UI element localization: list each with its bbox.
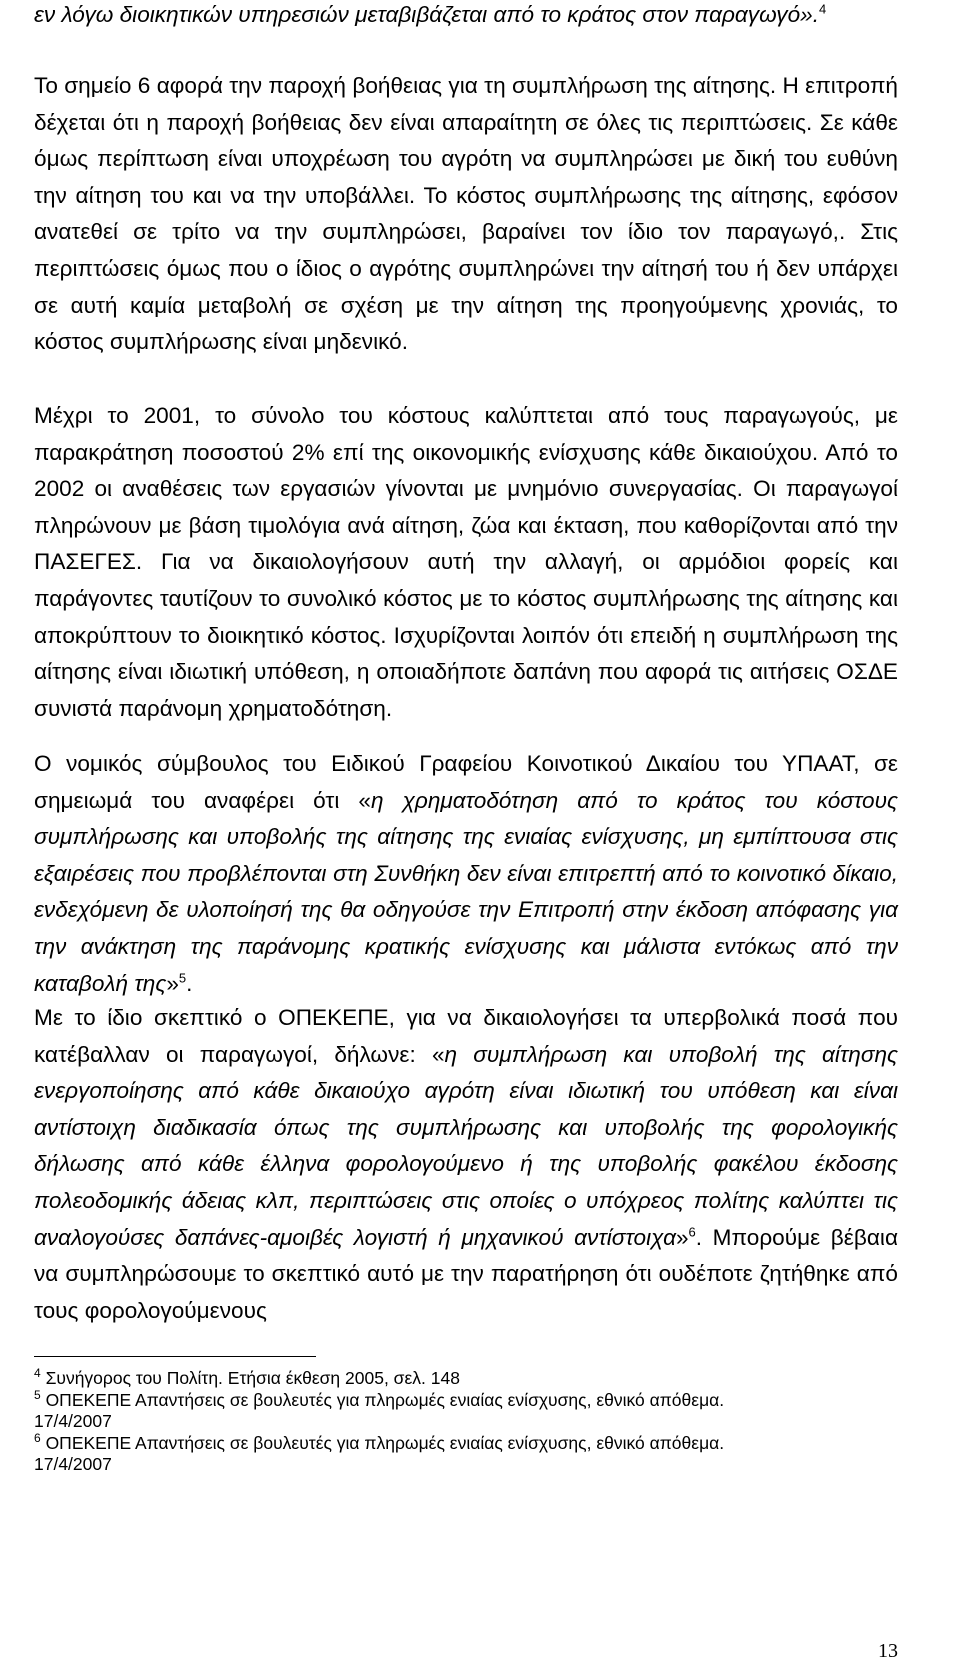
footnote-separator bbox=[34, 1356, 316, 1357]
footnote-text: ΟΠΕΚΕΠΕ Απαντήσεις σε βουλευτές για πληρωμές ενιαίας ενίσχυσης, εθνικό απόθεμα. bbox=[45, 1432, 725, 1453]
paragraph-5-text: Με το ίδιο σκεπτικό ο ΟΠΕΚΕΠΕ, για να δικαιολογήσει τα υπερβολικά ποσά που κατέβαλλαν οι παραγωγοί, δήλωνε: « bbox=[34, 1005, 898, 1067]
page-number: 13 bbox=[878, 1640, 898, 1662]
paragraph-1-text: εν λόγω διοικητικών υπηρεσιών μεταβιβάζεται από το κράτος στον παραγωγό». bbox=[34, 2, 819, 27]
paragraph-4-close-quote: » bbox=[166, 970, 179, 996]
paragraph-5-end: . Μπορούμε βέβαια να συμπληρώσουμε το σκεπτικό αυτό με την παρατήρηση ότι ουδέποτε ζητήθηκε από τους φορολογούμενους bbox=[34, 1224, 899, 1323]
footnote-date: 17/4/2007 bbox=[34, 1454, 112, 1474]
paragraph-5-close-quote: » bbox=[675, 1224, 689, 1250]
footnote-ref-6[interactable]: 6 bbox=[688, 1224, 696, 1240]
footnote-ref-5[interactable]: 5 bbox=[178, 970, 187, 986]
footnote-ref-4[interactable]: 4 bbox=[819, 1, 827, 17]
paragraph-3: Μέχρι το 2001, το σύνολο του κόστους καλύπτεται από τους παραγωγούς, με παρακράτηση ποσοστού 2% επί της οικονομικής ενίσχυσης κάθε δικαιούχου. Από το 2002 οι αναθέσεις των εργασιών γίνονται με μνημόνιο συνεργασίας. Οι παραγωγοί πληρώνουν με βάση τιμολόγια ανά αίτηση, ζώα και έκταση, που καθορίζονται από την ΠΑΣΕΓΕΣ. Για να δικαιολογήσουν αυτή την αλλαγή, οι αρμόδιοι φορείς και παράγοντες ταυτίζουν το συνολικό κόστος με το κόστος συμπλήρωσης της αίτησης και αποκρύπτουν το διοικητικό κόστος. Ισχυρίζονται λοιπόν ότι επειδή η συμπλήρωση της αίτησης είναι ιδιωτική υπόθεση, η οποιαδήποτε δαπάνη που αφορά τις αιτήσεις ΟΣΔΕ συνιστά παράνομη χρηματοδότηση. bbox=[34, 403, 898, 721]
paragraph-5-quote: η συμπλήρωση και υποβολή της αίτησης ενεργοποίησης από κάθε δικαιούχο αγρότη είναι ιδιωτική του υπόθεση και είναι αντίστοιχη διαδικασία όπως της συμπλήρωσης και υποβολής της φορολογικής δήλωσης από κάθε έλληνα φορολογούμενο ή της υποβολής φακέλου έκδοσης πολεοδομικής άδειας κλπ, περιπτώσεις στις οποίες ο υπόχρεος πολίτης καλύπτει τις αναλογούσες δαπάνες-αμοιβές λογιστή ή μηχανικού αντίστοιχα bbox=[34, 1041, 899, 1250]
paragraph-4-text: Ο νομικός σύμβουλος του Ειδικού Γραφείου Κοινοτικού Δικαίου του ΥΠΑΑΤ, σε σημειωμά του αναφέρει ότι « bbox=[34, 751, 898, 813]
footnote-number: 4 bbox=[34, 1366, 41, 1381]
footnote-date: 17/4/2007 bbox=[34, 1411, 112, 1431]
paragraph-1 bbox=[34, 0, 826, 34]
paragraph-4 bbox=[34, 746, 898, 1002]
paragraph-2: Το σημείο 6 αφορά την παροχή βοήθειας για τη συμπλήρωση της αίτησης. Η επιτροπή δέχεται ότι η παροχή βοήθειας δεν είναι απαραίτητη σε όλες τις περιπτώσεις. Σε κάθε όμως περίπτωση είναι υποχρέωση του αγρότη να συμπληρώσει με δική του ευθύνη την αίτηση του και να την υποβάλλει. Το κόστος συμπλήρωσης της αίτησης, εφόσον ανατεθεί σε τρίτο να την συμπληρώσει, βαραίνει τον ίδιο τον παραγωγό,. Στις περιπτώσεις όμως που ο ίδιος ο αγρότης συμπληρώνει την αίτησή του ή δεν υπάρχει σε αυτή καμία μεταβολή σε σχέση με την αίτηση της προηγούμενης χρονιάς, το κόστος συμπλήρωσης είναι μηδενικό. bbox=[34, 73, 898, 355]
footnote-6 bbox=[34, 1430, 894, 1476]
paragraph-4-quote: η χρηματοδότηση από το κράτος του κόστους συμπλήρωσης και υποβολής της αίτησης της ενιαίας ενίσχυσης, μη εμπίπτουσα στις εξαιρέσεις που προβλέπονται στη Συνθήκη δεν είναι επιτρεπτή από το κοινοτικό δίκαιο, ενδεχόμενη δε υλοποίησή της θα οδηγούσε την Επιτροπή στην έκδοση απόφασης για την ανάκτηση της παράνομης κρατικής ενίσχυσης και μάλιστα εντόκως από την καταβολή της bbox=[34, 787, 899, 996]
footnotes bbox=[34, 1368, 894, 1476]
paragraph-5 bbox=[34, 1000, 898, 1329]
paragraph-4-end: . bbox=[186, 970, 193, 996]
footnote-5 bbox=[34, 1387, 894, 1433]
footnote-text: ΟΠΕΚΕΠΕ Απαντήσεις σε βουλευτές για πληρωμές ενιαίας ενίσχυσης, εθνικό απόθεμα. bbox=[45, 1389, 725, 1410]
footnote-text: Συνήγορος του Πολίτη. Ετήσια έκθεση 2005, σελ. 148 bbox=[45, 1368, 460, 1388]
footnote-number: 6 bbox=[34, 1430, 41, 1445]
footnote-number: 5 bbox=[34, 1387, 41, 1402]
footnote-4 bbox=[34, 1368, 894, 1390]
